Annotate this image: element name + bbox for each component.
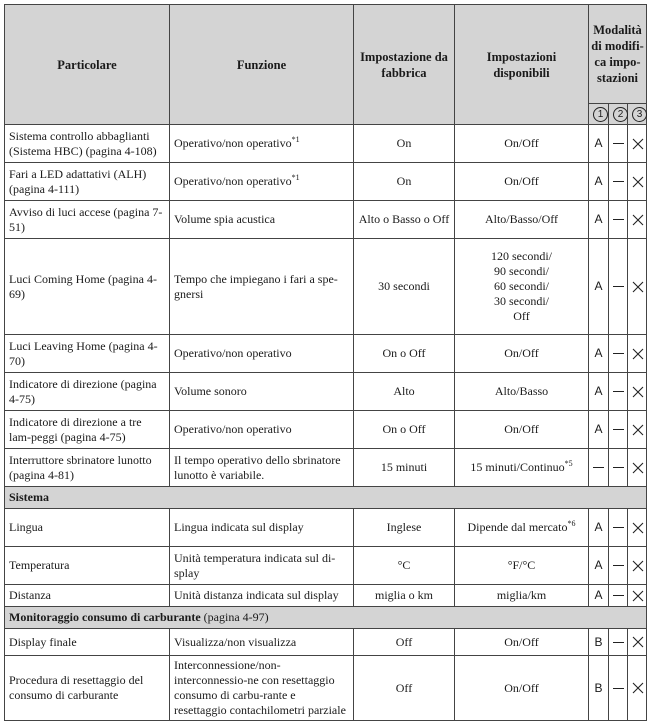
cell-mode-2 (609, 449, 628, 487)
cell-funzione (170, 411, 354, 449)
cell-particolare-text: Lingua (9, 520, 43, 534)
cell-impostazioni-disponibili (455, 239, 589, 335)
cell-mode-3 (628, 547, 647, 585)
cell-mode-3 (628, 585, 647, 607)
cell-funzione (170, 547, 354, 585)
mode-number-3 (628, 104, 647, 125)
cell-funzione-text: Volume spia acustica (174, 212, 276, 226)
cell-mode-2 (609, 656, 628, 721)
cell-mode-1-value: A (594, 588, 603, 602)
dash-mark-icon (613, 391, 624, 392)
cell-impostazione-fabbrica-text: Alto o Basso o Off (358, 212, 450, 226)
cell-mode-1 (589, 411, 609, 449)
table-row (5, 163, 647, 201)
cell-impostazione-fabbrica (354, 656, 455, 721)
cell-particolare-text: Indicatore di direzione a tre lam-peggi (pagina 4-75) (9, 414, 142, 444)
section-sistema-cell (5, 487, 647, 509)
cell-mode-1-value: A (594, 520, 603, 534)
table-row (5, 125, 647, 163)
cell-impostazioni-disponibili-text: On/Off (504, 174, 539, 188)
cell-mode-1-value: A (594, 346, 603, 360)
cell-impostazioni-disponibili-text: On/Off (504, 422, 539, 436)
cell-mode-1 (589, 335, 609, 373)
cell-impostazione-fabbrica-text: Off (395, 634, 413, 649)
cell-impostazioni-disponibili (455, 125, 589, 163)
cell-mode-2 (609, 585, 628, 607)
cell-funzione (170, 449, 354, 487)
cell-mode-2 (609, 411, 628, 449)
x-mark-icon (632, 522, 644, 534)
section-monitoraggio-carburante-title: Monitoraggio consumo di carburante (9, 610, 201, 624)
cell-impostazione-fabbrica-text: On (396, 136, 412, 150)
cell-impostazioni-disponibili-line: 60 secondi/ (494, 279, 549, 293)
cell-impostazione-fabbrica-text: On o Off (382, 346, 426, 360)
cell-particolare-text: Procedura di resettaggio del consumo di carburante (9, 673, 144, 702)
mode-number-1 (589, 104, 609, 125)
cell-mode-1 (589, 585, 609, 607)
table-row (5, 201, 647, 239)
dash-mark-icon (613, 353, 624, 354)
cell-mode-1 (589, 163, 609, 201)
cell-funzione (170, 125, 354, 163)
table-row (5, 239, 647, 335)
cell-particolare-text: Display finale (9, 634, 77, 649)
dash-mark-icon (613, 143, 624, 144)
cell-mode-3 (628, 656, 647, 721)
mode-number-1-label: 1 (593, 107, 608, 122)
dash-mark-icon (613, 286, 624, 287)
cell-mode-3 (628, 201, 647, 239)
cell-impostazioni-disponibili (455, 629, 589, 656)
cell-mode-1-value: B (594, 680, 603, 695)
dash-mark-icon (613, 527, 624, 528)
header-row (5, 5, 647, 104)
cell-mode-1 (589, 509, 609, 547)
header-impostazione-fabbrica: Impostazione da fabbrica (354, 5, 455, 125)
cell-impostazione-fabbrica-text: Alto (393, 384, 415, 398)
table-row (5, 585, 647, 607)
x-mark-icon (632, 590, 644, 602)
cell-mode-3 (628, 163, 647, 201)
cell-impostazione-fabbrica (354, 373, 455, 411)
cell-impostazione-fabbrica (354, 411, 455, 449)
cell-impostazione-fabbrica (354, 239, 455, 335)
cell-impostazioni-disponibili-footnote: *6 (567, 519, 576, 528)
cell-funzione-text: Operativo/non operativo (174, 136, 292, 150)
cell-particolare-text: Avviso di luci accese (pagina 7-51) (9, 204, 163, 234)
mode-number-2 (609, 104, 628, 125)
section-monitoraggio-carburante-page-ref: (pagina 4-97) (200, 610, 269, 624)
cell-particolare (5, 629, 170, 656)
cell-particolare-text: Fari a LED adattativi (ALH) (pagina 4-111) (9, 166, 147, 196)
cell-particolare-text: Temperatura (9, 558, 70, 572)
x-mark-icon (632, 281, 644, 293)
dash-mark-icon (613, 219, 624, 220)
table-row (5, 335, 647, 373)
cell-impostazioni-disponibili-text: miglia/km (496, 588, 547, 602)
table-row (5, 547, 647, 585)
cell-particolare (5, 125, 170, 163)
cell-mode-1 (589, 239, 609, 335)
cell-particolare (5, 163, 170, 201)
x-mark-icon (632, 636, 644, 648)
cell-impostazione-fabbrica-text: miglia o km (375, 588, 433, 602)
cell-impostazioni-disponibili (455, 411, 589, 449)
cell-mode-3 (628, 411, 647, 449)
cell-mode-3 (628, 335, 647, 373)
cell-mode-1 (589, 656, 609, 721)
cell-funzione-text: Il tempo operativo dello sbrinatore lunotto è variabile. (174, 452, 341, 482)
cell-mode-3 (628, 239, 647, 335)
cell-mode-1-value: B (594, 634, 603, 649)
cell-impostazioni-disponibili-line: 90 secondi/ (494, 264, 549, 278)
cell-mode-1 (589, 201, 609, 239)
cell-impostazioni-disponibili (455, 547, 589, 585)
cell-impostazioni-disponibili-text: On/Off (504, 346, 539, 360)
cell-impostazioni-disponibili-text: On/Off (504, 136, 539, 150)
x-mark-icon (632, 176, 644, 188)
cell-impostazioni-disponibili (455, 449, 589, 487)
x-mark-icon (632, 560, 644, 572)
cell-particolare-text: Interruttore sbrinatore lunotto (pagina 4-81) (9, 452, 152, 482)
cell-mode-1 (589, 547, 609, 585)
cell-impostazioni-disponibili-text: 15 minuti/Continuo (470, 460, 565, 474)
x-mark-icon (632, 462, 644, 474)
cell-mode-1-value: A (594, 422, 603, 436)
cell-funzione (170, 509, 354, 547)
x-mark-icon (632, 214, 644, 226)
cell-impostazioni-disponibili (455, 163, 589, 201)
cell-impostazione-fabbrica (354, 547, 455, 585)
cell-particolare-text: Sistema controllo abbaglianti (Sistema HBC) (pagina 4-108) (9, 128, 157, 158)
cell-funzione (170, 629, 354, 656)
cell-impostazione-fabbrica-text: Inglese (386, 520, 422, 534)
cell-impostazioni-disponibili-footnote: *5 (564, 459, 573, 468)
cell-impostazioni-disponibili-text: Dipende dal mercato (467, 520, 568, 534)
cell-funzione-text: Interconnessione/non-interconnessio-ne con resettaggio consumo di carbu-rante e resettaggio contachilometri parziale (174, 658, 346, 717)
section-sistema (5, 487, 647, 509)
cell-particolare (5, 201, 170, 239)
section-monitoraggio-carburante-cell (5, 607, 647, 629)
table-row (5, 449, 647, 487)
cell-impostazioni-disponibili (455, 373, 589, 411)
cell-impostazione-fabbrica-text: 30 secondi (378, 279, 430, 293)
cell-particolare-text: Distanza (9, 588, 51, 602)
table-row (5, 656, 647, 721)
cell-funzione (170, 656, 354, 721)
cell-particolare (5, 373, 170, 411)
table-row (5, 629, 647, 656)
table-row (5, 373, 647, 411)
cell-funzione (170, 335, 354, 373)
cell-impostazioni-disponibili (455, 509, 589, 547)
cell-mode-1-value: A (594, 279, 603, 293)
cell-mode-3 (628, 373, 647, 411)
cell-mode-2 (609, 163, 628, 201)
cell-mode-1 (589, 125, 609, 163)
cell-particolare-text: Luci Leaving Home (pagina 4-70) (9, 338, 158, 368)
cell-mode-1 (589, 629, 609, 656)
cell-funzione-text: Operativo/non operativo (174, 346, 292, 360)
cell-funzione (170, 373, 354, 411)
x-mark-icon (632, 424, 644, 436)
settings-table (4, 4, 647, 721)
cell-funzione-footnote: *1 (291, 173, 300, 182)
cell-mode-1-value: A (594, 174, 603, 188)
table-body (5, 125, 647, 721)
cell-mode-1-value: A (594, 384, 603, 398)
cell-impostazioni-disponibili-line: Off (513, 309, 530, 323)
cell-funzione (170, 201, 354, 239)
cell-particolare (5, 411, 170, 449)
dash-mark-icon (613, 565, 624, 566)
section-monitoraggio-carburante (5, 607, 647, 629)
cell-mode-3 (628, 509, 647, 547)
x-mark-icon (632, 682, 644, 694)
cell-funzione-text: Volume sonoro (174, 384, 247, 398)
cell-particolare (5, 509, 170, 547)
cell-impostazioni-disponibili-text: On/Off (504, 634, 539, 649)
cell-impostazioni-disponibili (455, 585, 589, 607)
cell-impostazione-fabbrica-text: On o Off (382, 422, 426, 436)
table-row (5, 509, 647, 547)
cell-impostazioni-disponibili-text: Alto/Basso/Off (484, 212, 559, 226)
dash-mark-icon (613, 642, 624, 643)
cell-mode-2 (609, 335, 628, 373)
cell-particolare (5, 335, 170, 373)
cell-mode-2 (609, 201, 628, 239)
cell-mode-1-value: A (594, 558, 603, 572)
cell-particolare (5, 239, 170, 335)
x-mark-icon (632, 386, 644, 398)
mode-number-3-label: 3 (632, 107, 647, 122)
cell-impostazioni-disponibili-text: On/Off (504, 680, 539, 695)
cell-impostazione-fabbrica (354, 585, 455, 607)
cell-impostazione-fabbrica (354, 125, 455, 163)
cell-mode-2 (609, 629, 628, 656)
cell-particolare (5, 449, 170, 487)
dash-mark-icon (613, 429, 624, 430)
dash-mark-icon (593, 467, 604, 468)
cell-mode-3 (628, 125, 647, 163)
cell-particolare (5, 656, 170, 721)
x-mark-icon (632, 138, 644, 150)
header-impostazioni-disponibili: Impostazioni disponibili (455, 5, 589, 125)
cell-mode-1-value: A (594, 212, 603, 226)
cell-funzione-text: Tempo che impiegano i fari a spe-gnersi (174, 271, 338, 301)
header-particolare: Particolare (5, 5, 170, 125)
cell-impostazioni-disponibili (455, 335, 589, 373)
header-modalita: Modalità di modifi-ca impo-stazioni (589, 5, 647, 104)
cell-impostazione-fabbrica-text: °C (397, 558, 411, 572)
section-sistema-title: Sistema (9, 490, 49, 504)
mode-number-2-label: 2 (613, 107, 628, 122)
header-funzione: Funzione (170, 5, 354, 125)
cell-mode-1 (589, 449, 609, 487)
cell-mode-3 (628, 629, 647, 656)
cell-funzione-text: Operativo/non operativo (174, 422, 292, 436)
cell-impostazioni-disponibili-text: Alto/Basso (494, 384, 549, 398)
cell-impostazione-fabbrica-text: 15 minuti (380, 460, 428, 474)
cell-funzione-text: Operativo/non operativo (174, 174, 292, 188)
cell-particolare (5, 547, 170, 585)
cell-impostazione-fabbrica (354, 449, 455, 487)
cell-impostazione-fabbrica (354, 509, 455, 547)
cell-funzione-footnote: *1 (291, 135, 300, 144)
cell-mode-2 (609, 373, 628, 411)
cell-impostazioni-disponibili-line: 30 secondi/ (494, 294, 549, 308)
cell-mode-2 (609, 239, 628, 335)
cell-funzione-text: Unità distanza indicata sul display (174, 588, 339, 602)
cell-mode-3 (628, 449, 647, 487)
dash-mark-icon (613, 467, 624, 468)
dash-mark-icon (613, 595, 624, 596)
cell-mode-1-value: A (594, 136, 603, 150)
cell-impostazione-fabbrica (354, 163, 455, 201)
cell-impostazioni-disponibili-text: °F/°C (507, 558, 536, 572)
cell-impostazioni-disponibili (455, 201, 589, 239)
x-mark-icon (632, 348, 644, 360)
cell-impostazioni-disponibili-line: 120 secondi/ (491, 249, 552, 263)
cell-particolare-text: Indicatore di direzione (pagina 4-75) (9, 376, 157, 406)
dash-mark-icon (613, 181, 624, 182)
cell-impostazione-fabbrica (354, 629, 455, 656)
dash-mark-icon (613, 688, 624, 689)
cell-mode-2 (609, 125, 628, 163)
cell-mode-2 (609, 547, 628, 585)
cell-impostazioni-disponibili (455, 656, 589, 721)
cell-mode-2 (609, 509, 628, 547)
cell-mode-1 (589, 373, 609, 411)
cell-funzione-text: Visualizza/non visualizza (174, 634, 297, 649)
cell-particolare-text: Luci Coming Home (pagina 4-69) (9, 271, 157, 301)
cell-impostazione-fabbrica-text: Off (395, 680, 413, 695)
cell-impostazione-fabbrica (354, 335, 455, 373)
cell-funzione (170, 585, 354, 607)
cell-impostazione-fabbrica (354, 201, 455, 239)
cell-funzione (170, 163, 354, 201)
cell-funzione-text: Unità temperatura indicata sul di-splay (174, 550, 336, 580)
cell-particolare (5, 585, 170, 607)
table-row (5, 411, 647, 449)
cell-impostazione-fabbrica-text: On (396, 174, 412, 188)
cell-funzione-text: Lingua indicata sul display (174, 520, 304, 534)
cell-funzione (170, 239, 354, 335)
